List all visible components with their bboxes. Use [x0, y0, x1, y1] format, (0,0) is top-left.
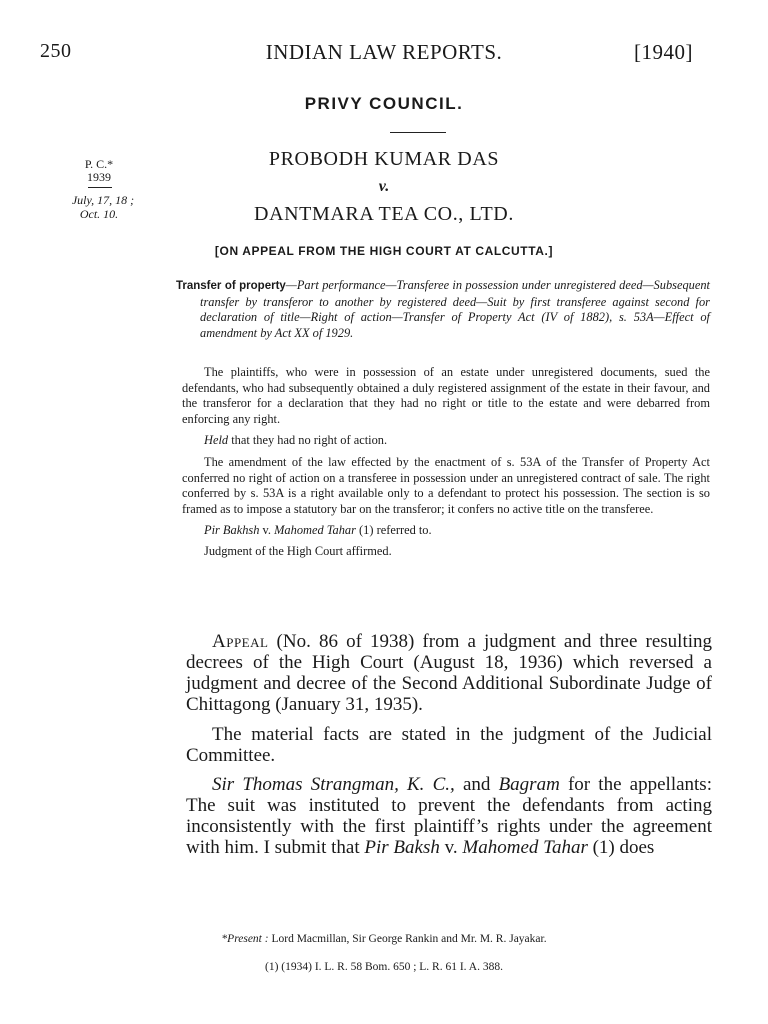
cited-v: v.: [259, 523, 275, 538]
summary-affirmed: Judgment of the High Court affirmed.: [204, 543, 392, 558]
page-number: 250: [40, 40, 72, 62]
headnote-body: —Part performance—Transferee in possession under unregistered deed—Subsequent transfer by transferor to another by registered deed—Suit by first transferee against second for declaration of title—Right of action—Transfer of Property Act (IV of 1882), s. 53A—Effect of amendment by Act XX of 1929.: [200, 278, 710, 340]
counsel-1: Sir Thomas Strangman, K. C.,: [212, 774, 455, 796]
counsel-rest-1: for the appellants: The suit was instituted to prevent the defendants from acting inconsistently with the first plaintiff’s rights under the agreement with him. I submit that: [186, 774, 712, 859]
present-text: Lord Macmillan, Sir George Rankin and Mr. M. R. Jayakar.: [268, 933, 547, 945]
counsel-case-2: Mahomed Tahar: [462, 837, 588, 859]
running-title: INDIAN LAW REPORTS.: [265, 40, 503, 64]
held-text: that they had no right of action.: [228, 433, 388, 448]
body-counsel: [186, 775, 712, 859]
summary-cited: [182, 523, 710, 539]
margin-case-ref: P. C.*: [84, 157, 114, 171]
summary-held: [182, 433, 710, 449]
summary-facts: The plaintiffs, who were in possession of an estate under unregistered documents, sued the defendants, who had subsequently obtained a duly registered assignment of the estate in their favour, and the transferor for a declaration that they had no right or title to the estate and were debarred from enforcing any right.: [182, 365, 710, 426]
footnote-citation: (1) (1934) I. L. R. 58 Bom. 650 ; L. R. 61 I. A. 388.: [265, 961, 503, 973]
court-heading: PRIVY COUNCIL.: [304, 94, 464, 113]
versus: v.: [378, 178, 390, 195]
body-appeal: [186, 632, 712, 716]
respondent-name: DANTMARA TEA CO., LTD.: [254, 203, 514, 225]
appellant-name: PROBODH KUMAR DAS: [268, 148, 500, 170]
margin-dates-1: July, 17, 18 ;: [71, 193, 135, 207]
cited-case-1: Pir Bakhsh: [204, 523, 260, 538]
footnote-present: [0, 933, 768, 945]
counsel-case-1: Pir Baksh: [364, 837, 440, 859]
cited-rest: (1) referred to.: [355, 523, 432, 538]
appeal-rest: (No. 86 of 1938) from a judgment and three resulting decrees of the High Court (August 18, 1936) which reversed a judgment and decree of the Second Additional Subordinate Judge of Chittagong (January 31, 1935).: [186, 631, 712, 715]
heading-rule: [390, 132, 446, 133]
counsel-and: and: [454, 774, 499, 796]
volume-year: [1940]: [634, 40, 693, 64]
cited-case-2: Mahomed Tahar: [274, 523, 356, 538]
present-label: *Present :: [221, 933, 269, 945]
margin-year: 1939: [87, 170, 111, 184]
appeal-word: Appeal: [212, 631, 269, 652]
body-facts-stated: The material facts are stated in the judgment of the Judicial Committee.: [186, 723, 712, 766]
margin-dates-2: Oct. 10.: [79, 207, 119, 221]
summary: [182, 365, 710, 560]
appeal-from: [ON APPEAL FROM THE HIGH COURT AT CALCUTTA.]: [214, 244, 554, 258]
counsel-2: Bagram: [498, 774, 560, 796]
counsel-rest-2: (1) does: [587, 837, 655, 859]
headnote: [176, 278, 710, 341]
held-label: Held: [204, 433, 229, 448]
body-text: [186, 632, 712, 859]
counsel-v: v.: [439, 837, 463, 859]
headnote-lead: Transfer of property: [176, 280, 286, 292]
summary-amendment: The amendment of the law effected by the enactment of s. 53A of the Transfer of Property Act conferred no right of action on a transferee in possession under an unregistered contract of sale. The right conferred by s. 53A is a right available only to a defendant to protect his possession. The section is so framed as to impose a statutory bar on the transferor; it confers no active title on the transferee.: [182, 454, 710, 516]
